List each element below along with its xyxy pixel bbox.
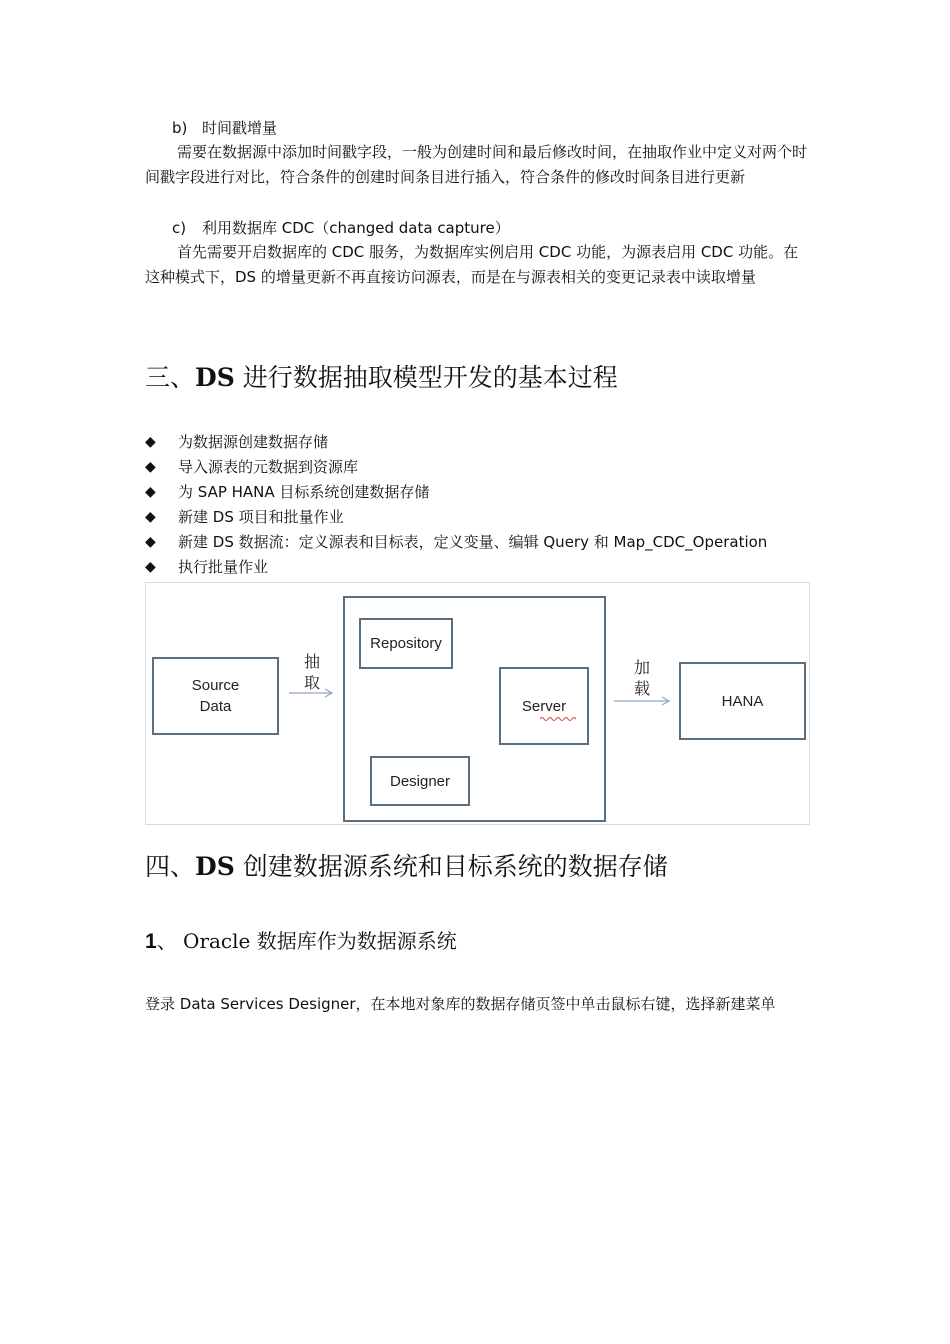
diamond-bullet-icon: ◆ xyxy=(145,459,156,475)
heading-bold: DS xyxy=(195,363,235,392)
heading-number: 1 xyxy=(145,930,157,953)
heading-prefix: 四、 xyxy=(145,852,196,881)
load-arrow-icon xyxy=(612,695,672,707)
server-box xyxy=(499,667,589,745)
label-char: 载 xyxy=(633,679,650,698)
extract-arrow-icon xyxy=(287,687,335,699)
list-item xyxy=(145,480,767,505)
box-label: Source xyxy=(191,677,240,694)
heading-text: 创建数据源系统和目标系统的数据存储 xyxy=(234,852,668,881)
subsection-label: c) xyxy=(172,219,187,237)
heading-prefix: 三、 xyxy=(145,363,196,392)
subsection-title: 时间戳增量 xyxy=(202,119,278,137)
instruction-text: 登录 Data Services Designer，在本地对象库的数据存储页签中单击鼠标右键，选择新建菜单 xyxy=(145,995,776,1013)
subsection-heading-4-1 xyxy=(145,927,457,956)
list-item xyxy=(145,555,767,580)
heading-text: 进行数据抽取模型开发的基本过程 xyxy=(234,363,618,392)
subsection-c-heading xyxy=(172,217,510,239)
source-data-box xyxy=(152,657,279,735)
section-heading-4 xyxy=(145,851,668,883)
diamond-bullet-icon: ◆ xyxy=(145,559,156,575)
label-char: 取 xyxy=(303,673,320,692)
heading-bold: DS xyxy=(195,852,235,881)
heading-separator: 、 xyxy=(156,929,177,953)
load-label xyxy=(632,657,652,699)
step-text: 为数据源创建数据存储 xyxy=(178,433,329,451)
diamond-bullet-icon: ◆ xyxy=(145,534,156,550)
list-item xyxy=(145,455,767,480)
subsection-b-heading xyxy=(172,117,277,139)
step-text: 新建 DS 项目和批量作业 xyxy=(178,508,344,526)
step-text: 执行批量作业 xyxy=(178,558,269,576)
label-char: 加 xyxy=(633,658,650,677)
subsection-b-body: 需要在数据源中添加时间戳字段，一般为创建时间和最后修改时间，在抽取作业中定义对两个时间戳字段进行对比，符合条件的创建时间条目进行插入，符合条件的修改时间条目进行更新 xyxy=(145,143,808,186)
heading-text: Oracle 数据库作为数据源系统 xyxy=(176,929,457,953)
section-heading-3 xyxy=(145,362,618,394)
box-label: Data xyxy=(199,698,232,715)
list-item xyxy=(145,530,767,555)
subsection-label: b) xyxy=(172,119,188,137)
diamond-bullet-icon: ◆ xyxy=(145,434,156,450)
server-text: Server xyxy=(521,697,567,715)
designer-box: Designer xyxy=(370,756,470,806)
step-text: 为 SAP HANA 目标系统创建数据存储 xyxy=(178,483,430,501)
server-label xyxy=(522,696,566,717)
hana-box: HANA xyxy=(679,662,806,740)
architecture-diagram xyxy=(145,582,810,825)
step-text: 导入源表的元数据到资源库 xyxy=(178,458,359,476)
process-steps-list xyxy=(145,430,767,580)
subsection-title: 利用数据库 CDC（changed data capture） xyxy=(202,219,510,237)
subsection-c-body: 首先需要开启数据库的 CDC 服务，为数据库实例启用 CDC 功能，为源表启用 CDC 功能。在这种模式下，DS 的增量更新不再直接访问源表，而是在与源表相关的变更记录表中读取增量 xyxy=(145,243,799,286)
spellcheck-squiggle-icon xyxy=(540,716,576,721)
list-item xyxy=(145,430,767,455)
step-text: 新建 DS 数据流：定义源表和目标表，定义变量、编辑 Query 和 Map_CDC_Operation xyxy=(178,533,768,551)
list-item xyxy=(145,505,767,530)
diamond-bullet-icon: ◆ xyxy=(145,509,156,525)
repository-box: Repository xyxy=(359,618,453,669)
diamond-bullet-icon: ◆ xyxy=(145,484,156,500)
label-char: 抽 xyxy=(303,652,320,671)
